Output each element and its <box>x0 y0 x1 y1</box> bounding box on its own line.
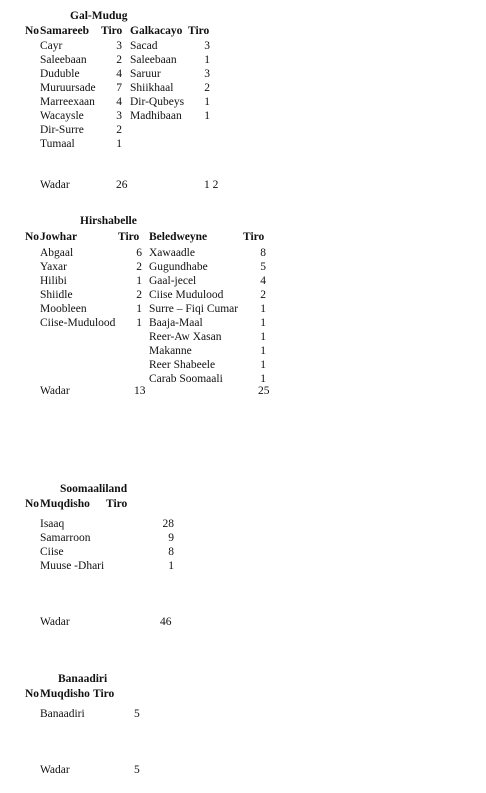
list-item-count: 4 <box>116 96 122 108</box>
list-item: Gugundhabe <box>149 261 208 273</box>
galmudug-total-right: 1 2 <box>204 179 219 191</box>
list-item: Moobleen <box>40 303 87 315</box>
list-item-count: 8 <box>168 546 174 558</box>
list-item: Madhibaan <box>130 110 182 122</box>
list-item: Hilibi <box>40 275 67 287</box>
list-item-count: 1 <box>136 303 142 315</box>
list-item: Shiikhaal <box>130 82 174 94</box>
galmudug-header-no: No <box>25 25 40 37</box>
hirshabelle-total-right: 25 <box>258 385 270 397</box>
list-item: Makanne <box>149 345 192 357</box>
list-item: Gaal-jecel <box>149 275 197 287</box>
list-item: Samarroon <box>40 532 91 544</box>
banaadiri-title: Banaadiri <box>58 673 108 685</box>
list-item-count: 4 <box>260 275 266 287</box>
somaliland-total-label: Wadar <box>40 616 70 628</box>
list-item-count: 6 <box>136 247 142 259</box>
galmudug-header-tiro-2: Tiro <box>188 25 210 37</box>
list-item: Baaja-Maal <box>149 317 203 329</box>
list-item-count: 1 <box>260 373 266 385</box>
list-item: Shiidle <box>40 289 73 301</box>
banaadiri-header-no: No <box>25 688 40 700</box>
list-item: Wacaysle <box>40 110 84 122</box>
somaliland-title: Soomaaliland <box>60 483 128 495</box>
list-item: Sacad <box>130 40 158 52</box>
list-item-count: 2 <box>204 82 210 94</box>
list-item-count: 3 <box>204 68 210 80</box>
list-item: Marreexaan <box>40 96 95 108</box>
list-item-count: 28 <box>162 518 174 530</box>
list-item-count: 1 <box>260 317 266 329</box>
list-item: Xawaadle <box>149 247 195 259</box>
list-item-count: 7 <box>116 82 122 94</box>
banaadiri-header-muqdisho: Muqdisho <box>40 688 90 700</box>
galmudug-header-samareeb: Samareeb <box>40 25 89 37</box>
list-item-count: 3 <box>116 110 122 122</box>
list-item: Carab Soomaali <box>149 373 223 385</box>
list-item-count: 5 <box>134 708 140 720</box>
list-item-count: 9 <box>168 532 174 544</box>
list-item: Tumaal <box>40 138 75 150</box>
list-item: Isaaq <box>40 518 65 530</box>
galmudug-header-tiro-1: Tiro <box>101 25 123 37</box>
list-item-count: 1 <box>168 560 174 572</box>
banaadiri-total-label: Wadar <box>40 764 70 776</box>
list-item-count: 1 <box>260 303 266 315</box>
banaadiri-total: 5 <box>134 764 140 776</box>
list-item: Saruur <box>130 68 161 80</box>
list-item: Ciise Mudulood <box>149 289 224 301</box>
list-item: Reer Shabeele <box>149 359 216 371</box>
list-item-count: 1 <box>260 359 266 371</box>
list-item: Dir-Surre <box>40 124 84 136</box>
hirshabelle-header-jowhar: Jowhar <box>40 231 78 243</box>
list-item-count: 1 <box>136 275 142 287</box>
list-item-count: 2 <box>116 124 122 136</box>
list-item: Cayr <box>40 40 63 52</box>
list-item-count: 1 <box>204 96 210 108</box>
list-item: Yaxar <box>40 261 67 273</box>
hirshabelle-header-beledweyne: Beledweyne <box>149 231 208 243</box>
galmudug-title: Gal-Mudug <box>70 10 128 22</box>
somaliland-total: 46 <box>160 616 172 628</box>
list-item: Dir-Qubeys <box>130 96 185 108</box>
list-item-count: 1 <box>204 110 210 122</box>
list-item-count: 4 <box>116 68 122 80</box>
list-item-count: 3 <box>204 40 210 52</box>
somaliland-header-no: No <box>25 498 40 510</box>
list-item-count: 3 <box>116 40 122 52</box>
list-item-count: 2 <box>136 261 142 273</box>
list-item-count: 2 <box>136 289 142 301</box>
list-item: Banaadiri <box>40 708 85 720</box>
list-item: Muuse -Dhari <box>40 560 105 572</box>
list-item: Abgaal <box>40 247 74 259</box>
list-item: Surre – Fiqi Cumar <box>149 303 239 315</box>
list-item: Duduble <box>40 68 80 80</box>
list-item-count: 2 <box>116 54 122 66</box>
hirshabelle-header-tiro-2: Tiro <box>243 231 265 243</box>
list-item-count: 1 <box>136 317 142 329</box>
hirshabelle-total-label: Wadar <box>40 385 70 397</box>
list-item-count: 1 <box>260 331 266 343</box>
hirshabelle-header-tiro-1: Tiro <box>118 231 140 243</box>
galmudug-header-galkacayo: Galkacayo <box>130 25 183 37</box>
hirshabelle-total-left: 13 <box>134 385 146 397</box>
list-item-count: 1 <box>116 138 122 150</box>
galmudug-total-label: Wadar <box>40 179 70 191</box>
somaliland-header-tiro: Tiro <box>106 498 128 510</box>
list-item-count: 8 <box>260 247 266 259</box>
list-item-count: 1 <box>260 345 266 357</box>
list-item: Reer-Aw Xasan <box>149 331 222 343</box>
hirshabelle-header-no: No <box>25 231 40 243</box>
list-item-count: 1 <box>204 54 210 66</box>
list-item: Muruursade <box>40 82 96 94</box>
galmudug-total-left: 26 <box>116 179 128 191</box>
list-item-count: 2 <box>260 289 266 301</box>
somaliland-header-muqdisho: Muqdisho <box>40 498 90 510</box>
list-item: Ciise <box>40 546 64 558</box>
list-item: Saleebaan <box>40 54 87 66</box>
list-item: Saleebaan <box>130 54 177 66</box>
list-item-count: 5 <box>260 261 266 273</box>
hirshabelle-title: Hirshabelle <box>80 215 137 227</box>
list-item: Ciise-Mudulood <box>40 317 116 329</box>
banaadiri-header-tiro: Tiro <box>93 688 115 700</box>
